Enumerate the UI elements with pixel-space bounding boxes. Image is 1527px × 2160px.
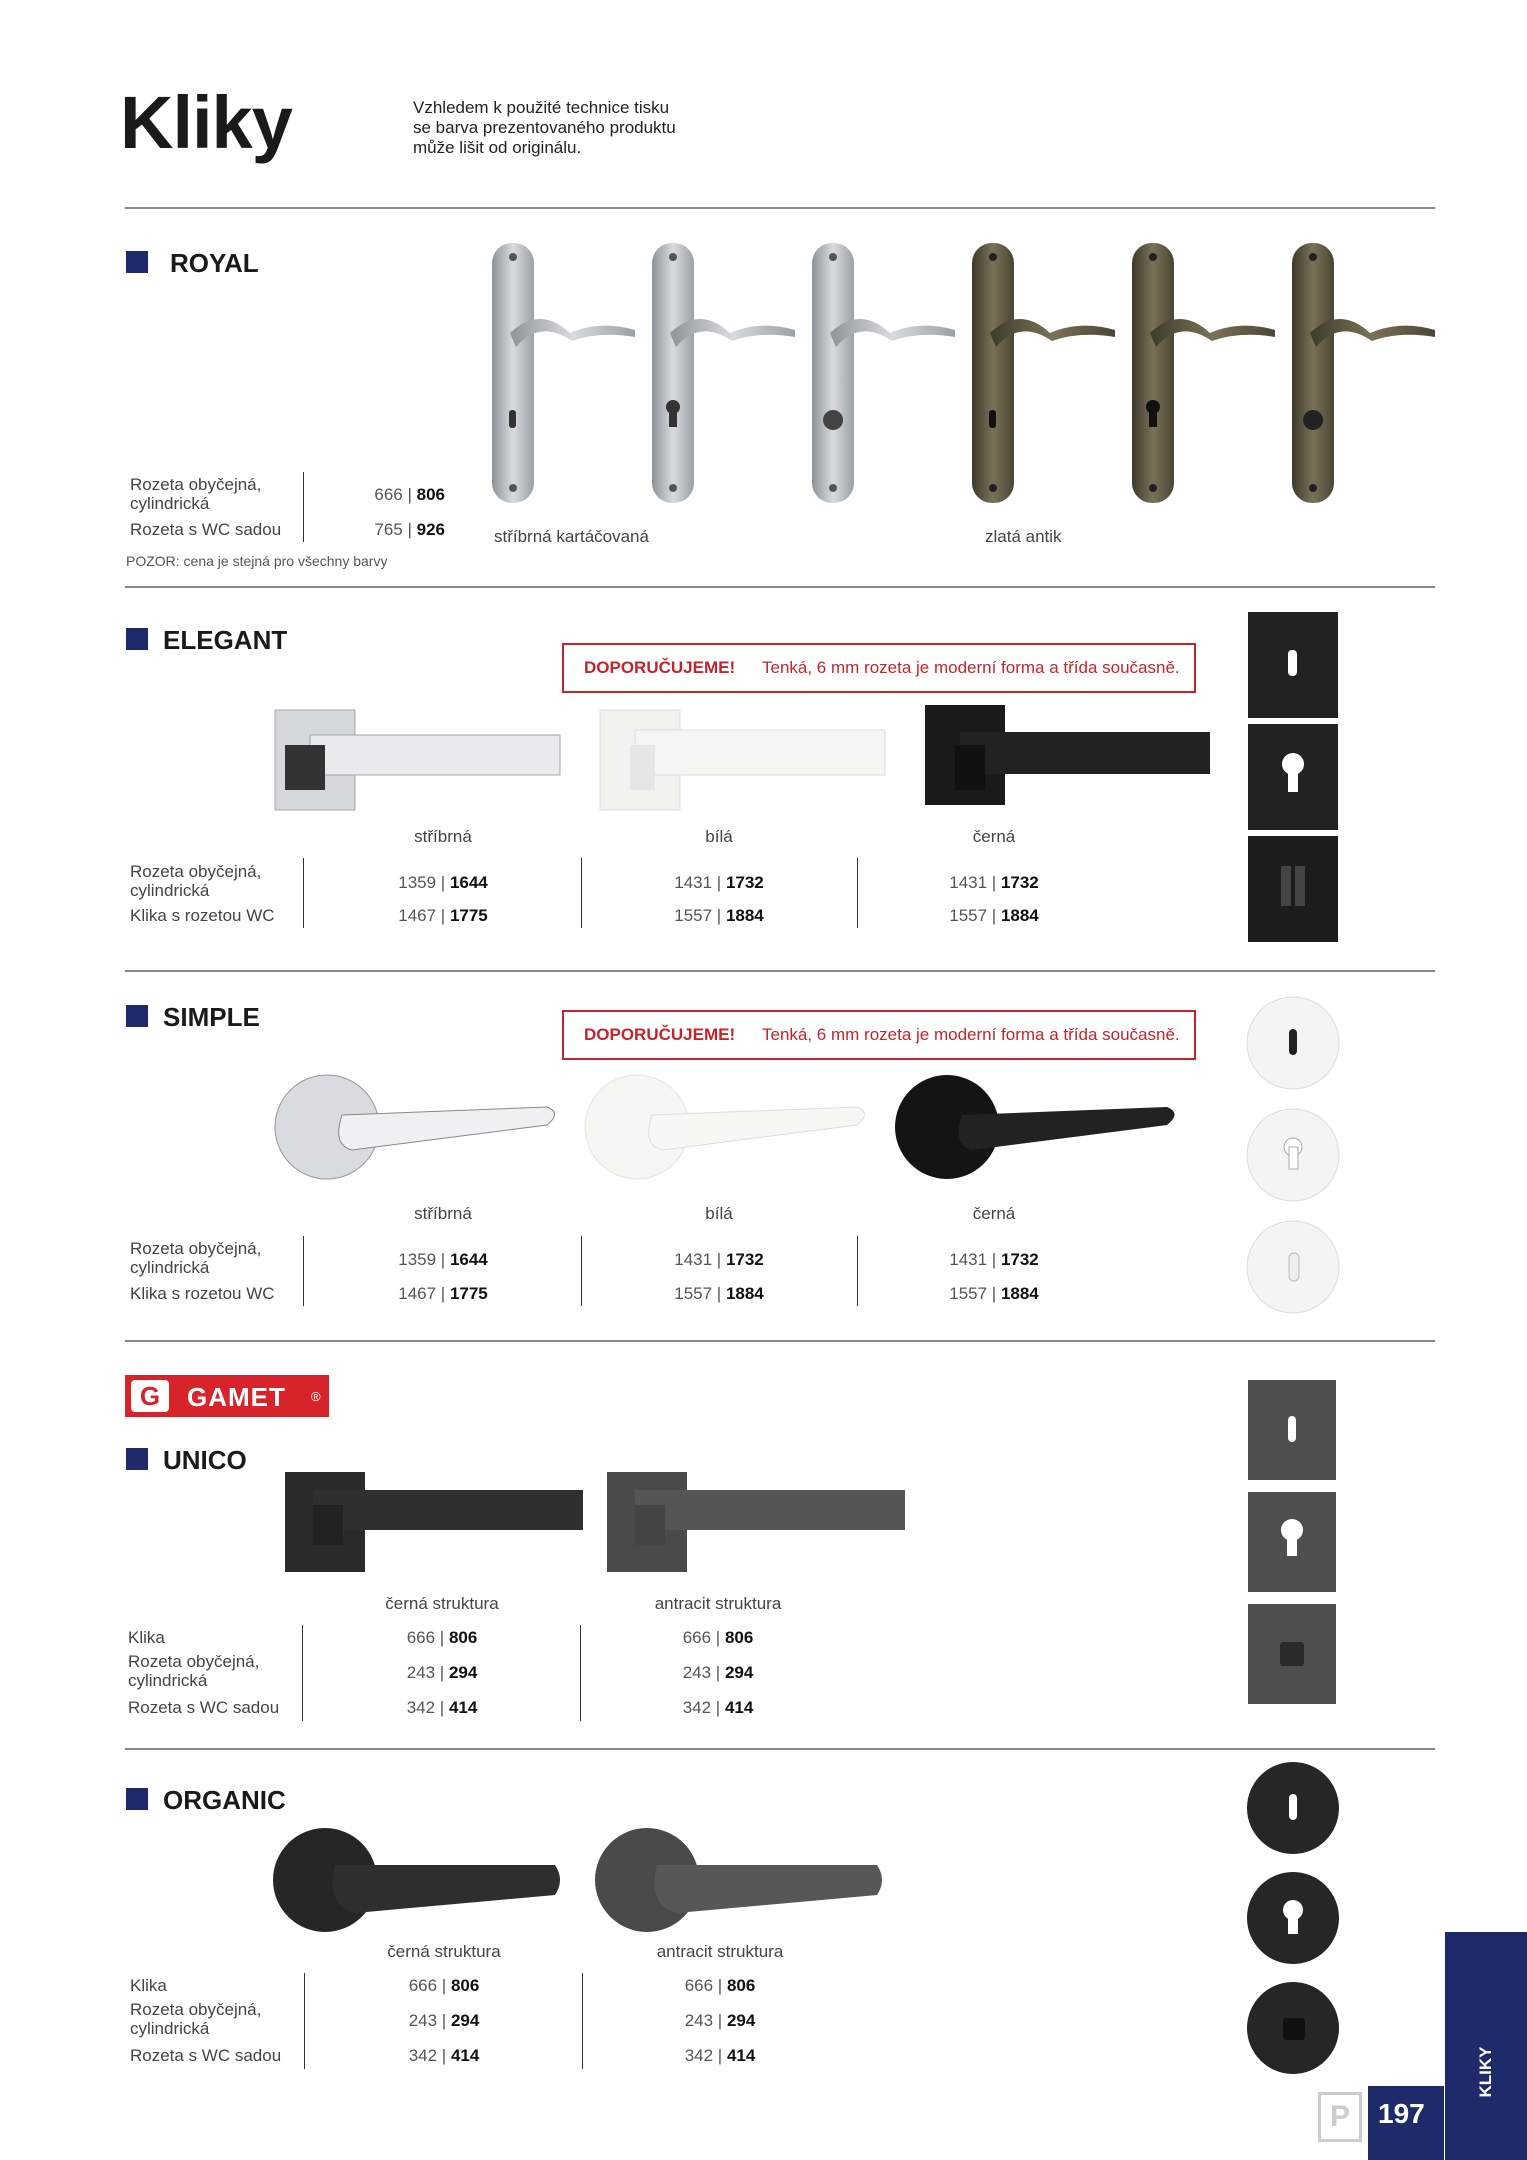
- elegant-price: 1431 | 1732: [674, 873, 764, 892]
- color-label: černá struktura: [387, 1942, 501, 1961]
- unico-price: 342 | 414: [406, 1698, 478, 1717]
- section-marker: [126, 628, 148, 650]
- organic-price: 243 | 294: [408, 2011, 480, 2030]
- organic-price: 666 | 806: [408, 1976, 480, 1995]
- organic-row-label: Rozeta obyčejná, cylindrická: [130, 2000, 262, 2038]
- handle-elegant-white: [600, 710, 885, 810]
- unico-price: 243 | 294: [406, 1663, 478, 1682]
- publisher-logo: P: [1318, 2092, 1362, 2142]
- divider: [857, 858, 858, 928]
- unico-row-label: Rozeta obyčejná, cylindrická: [128, 1652, 260, 1690]
- royal-handle-images: [480, 235, 1440, 515]
- simple-price: 1431 | 1732: [674, 1250, 764, 1269]
- section-marker: [126, 1788, 148, 1810]
- organic-rosettes: [1245, 1760, 1345, 2090]
- color-label: stříbrná: [414, 827, 472, 846]
- recommend-label: DOPORUČUJEME!: [584, 1025, 736, 1044]
- elegant-price: 1557 | 1884: [674, 906, 764, 925]
- section-title-organic: ORGANIC: [163, 1785, 286, 1815]
- elegant-row-label: Klika s rozetou WC: [130, 906, 275, 925]
- rosette-wc: [1247, 1982, 1339, 2074]
- gamet-logo: G GAMET ®: [125, 1375, 329, 1417]
- recommend-text: Tenká, 6 mm rozeta je moderní forma a třída současně.: [762, 658, 1180, 677]
- handle-simple-silver: [275, 1075, 555, 1179]
- unico-row-label: Klika: [128, 1628, 165, 1647]
- handle-simple-black: [895, 1075, 1175, 1179]
- unico-rosettes: [1248, 1380, 1340, 1710]
- section-marker: [126, 251, 148, 273]
- simple-price: 1557 | 1884: [674, 1284, 764, 1303]
- simple-handle-images: [272, 1065, 1192, 1190]
- unico-row-label: Rozeta s WC sadou: [128, 1698, 280, 1717]
- rosette-cylinder: [1247, 1872, 1339, 1964]
- color-label: černá: [972, 827, 1016, 846]
- section-title-elegant: ELEGANT: [163, 625, 288, 655]
- color-label: stříbrná: [414, 1204, 472, 1223]
- royal-row-label: Rozeta obyčejná, cylindrická: [130, 475, 262, 513]
- organic-price: 666 | 806: [684, 1976, 756, 1995]
- section-title-simple: SIMPLE: [163, 1002, 260, 1032]
- color-label: antracit struktura: [654, 1594, 782, 1613]
- elegant-price: 1359 | 1644: [398, 873, 488, 892]
- divider: [303, 1236, 304, 1306]
- handle-unico-anthracite: [607, 1472, 905, 1572]
- divider: [125, 207, 1435, 209]
- unico-handle-images: [283, 1470, 883, 1575]
- rosette-wc: [1248, 1604, 1336, 1704]
- royal-row-label: Rozeta s WC sadou: [130, 520, 282, 539]
- handle-silver-plain: [492, 243, 635, 503]
- organic-price: 342 | 414: [408, 2046, 480, 2065]
- royal-note: POZOR: cena je stejná pro všechny barvy: [126, 553, 388, 569]
- handle-bronze-wc: [1292, 243, 1435, 503]
- rosette-key: [1247, 997, 1339, 1089]
- side-tab: [1445, 1932, 1527, 2160]
- handle-elegant-black: [925, 705, 1210, 805]
- handle-simple-white: [585, 1075, 865, 1179]
- recommend-box: [562, 643, 1196, 693]
- handle-organic-black: [273, 1828, 560, 1932]
- color-label: černá struktura: [385, 1594, 499, 1613]
- simple-row-label: Rozeta obyčejná, cylindrická: [130, 1239, 262, 1277]
- divider: [581, 1236, 582, 1306]
- handle-organic-anthracite: [595, 1828, 882, 1932]
- section-title-royal: ROYAL: [170, 248, 259, 278]
- divider: [580, 1625, 581, 1721]
- divider: [582, 1973, 583, 2069]
- handle-bronze-plain: [972, 243, 1115, 503]
- handle-elegant-silver: [275, 710, 560, 810]
- color-label: černá: [972, 1204, 1016, 1223]
- simple-row-label: Klika s rozetou WC: [130, 1284, 275, 1303]
- elegant-price: 1467 | 1775: [398, 906, 488, 925]
- unico-price: 342 | 414: [682, 1698, 754, 1717]
- print-disclaimer: Vzhledem k použité technice tisku se barva prezentovaného produktu může lišit od originálu.: [413, 98, 676, 157]
- rosette-key: [1248, 612, 1338, 718]
- divider: [125, 970, 1435, 972]
- handle-silver-wc: [812, 243, 955, 503]
- recommend-label: DOPORUČUJEME!: [584, 658, 736, 677]
- color-label: stříbrná kartáčovaná: [494, 527, 649, 546]
- section-marker: [126, 1005, 148, 1027]
- elegant-rosettes: [1248, 612, 1340, 942]
- simple-price: 1359 | 1644: [398, 1250, 488, 1269]
- unico-price: 666 | 806: [682, 1628, 754, 1647]
- page-title: Kliky: [120, 81, 292, 164]
- simple-rosettes: [1245, 995, 1345, 1325]
- section-marker: [126, 1448, 148, 1470]
- organic-price: 342 | 414: [684, 2046, 756, 2065]
- simple-price: 1431 | 1732: [949, 1250, 1039, 1269]
- rosette-key: [1247, 1762, 1339, 1854]
- rosette-wc: [1248, 836, 1338, 942]
- elegant-row-label: Rozeta obyčejná, cylindrická: [130, 862, 262, 900]
- elegant-price: 1431 | 1732: [949, 873, 1039, 892]
- divider: [302, 1625, 303, 1721]
- royal-price: 765 | 926: [374, 520, 445, 539]
- organic-price: 243 | 294: [684, 2011, 756, 2030]
- handle-unico-black: [285, 1472, 583, 1572]
- page-number: 197: [1378, 2098, 1425, 2129]
- divider: [857, 1236, 858, 1306]
- color-label: bílá: [705, 1204, 733, 1223]
- handle-silver-cylinder: [652, 243, 795, 503]
- divider: [304, 1973, 305, 2069]
- recommend-box: [562, 1010, 1196, 1060]
- color-label: bílá: [705, 827, 733, 846]
- organic-row-label: Klika: [130, 1976, 167, 1995]
- simple-price: 1557 | 1884: [949, 1284, 1039, 1303]
- simple-price: 1467 | 1775: [398, 1284, 488, 1303]
- divider: [303, 858, 304, 928]
- unico-price: 243 | 294: [682, 1663, 754, 1682]
- recommend-text: Tenká, 6 mm rozeta je moderní forma a třída současně.: [762, 1025, 1180, 1044]
- divider: [125, 1340, 1435, 1342]
- section-title-unico: UNICO: [163, 1445, 247, 1475]
- rosette-cylinder: [1248, 1492, 1336, 1592]
- royal-price: 666 | 806: [374, 485, 445, 504]
- rosette-cylinder: [1248, 724, 1338, 830]
- divider: [581, 858, 582, 928]
- organic-row-label: Rozeta s WC sadou: [130, 2046, 282, 2065]
- divider: [125, 586, 1435, 588]
- elegant-price: 1557 | 1884: [949, 906, 1039, 925]
- organic-handle-images: [270, 1825, 890, 1935]
- color-label: zlatá antik: [985, 527, 1062, 546]
- side-tab-label: KLIKY: [1476, 2046, 1495, 2098]
- gamet-mark: G: [131, 1380, 169, 1412]
- handle-bronze-cylinder: [1132, 243, 1275, 503]
- rosette-key: [1248, 1380, 1336, 1480]
- rosette-cylinder: [1247, 1109, 1339, 1201]
- gamet-wordmark: GAMET: [187, 1382, 286, 1412]
- color-label: antracit struktura: [656, 1942, 784, 1961]
- elegant-handle-images: [270, 700, 1190, 820]
- rosette-wc: [1247, 1221, 1339, 1313]
- unico-price: 666 | 806: [406, 1628, 478, 1647]
- divider: [125, 1748, 1435, 1750]
